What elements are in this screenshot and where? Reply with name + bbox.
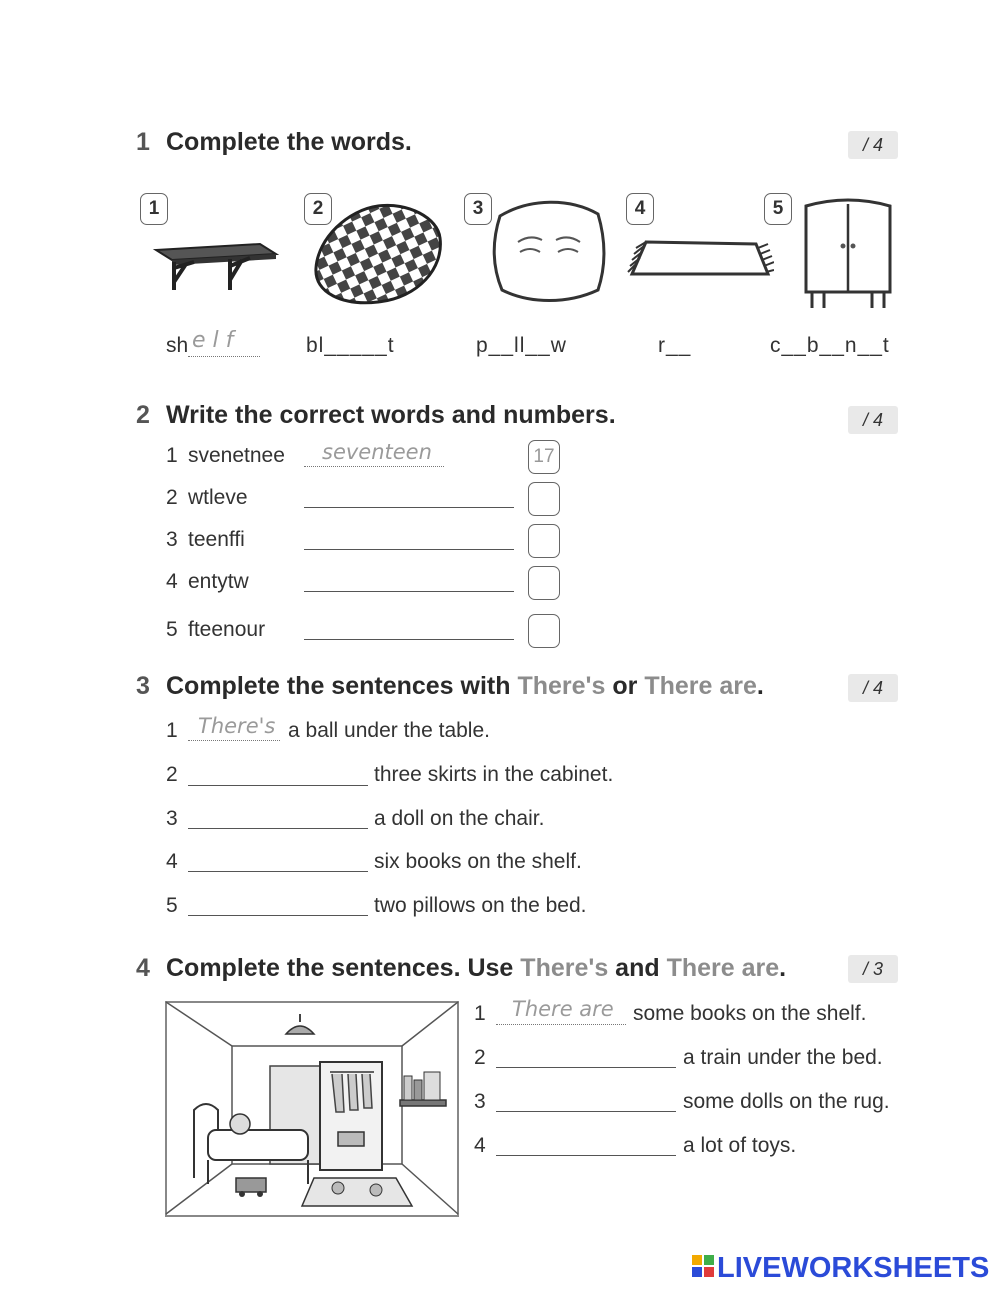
section4-score: / 3 bbox=[848, 955, 898, 983]
s4-row1-line bbox=[496, 1024, 626, 1025]
s3-row4-rest: six books on the shelf. bbox=[374, 850, 582, 873]
s2-row2-number-box[interactable] bbox=[528, 482, 560, 516]
s2-row2-answer-input[interactable] bbox=[306, 484, 511, 506]
s3-row3-answer-input[interactable] bbox=[190, 804, 365, 826]
rug-illustration bbox=[624, 234, 774, 292]
s4-row3-line bbox=[496, 1111, 676, 1112]
section1-number: 1 bbox=[136, 128, 150, 156]
s4-row1-num: 1 bbox=[474, 1002, 486, 1025]
s2-row2-line bbox=[304, 507, 514, 508]
picture-number-1: 1 bbox=[140, 193, 168, 225]
section1-score: / 4 bbox=[848, 131, 898, 159]
section1-title: Complete the words. bbox=[166, 128, 412, 156]
s2-row4-line bbox=[304, 591, 514, 592]
section2-number: 2 bbox=[136, 401, 150, 429]
s4-row4-answer-input[interactable] bbox=[498, 1131, 673, 1153]
picture-number-4: 4 bbox=[626, 193, 654, 225]
blanket-illustration bbox=[308, 198, 450, 308]
s2-row4-word: entytw bbox=[188, 570, 249, 593]
s4-row1-answer: There are bbox=[512, 997, 614, 1021]
s3-row1-answer: There's bbox=[198, 714, 276, 738]
s2-row1-num: 1 bbox=[166, 444, 178, 467]
s2-row5-number-box[interactable] bbox=[528, 614, 560, 648]
s2-row4-answer-input[interactable] bbox=[306, 568, 511, 590]
s2-row1-answer: seventeen bbox=[322, 440, 432, 464]
s2-row1-line bbox=[304, 466, 444, 467]
word1-answer: e l f bbox=[192, 328, 234, 353]
s4-row4-rest: a lot of toys. bbox=[683, 1134, 797, 1157]
shelf-illustration bbox=[150, 232, 280, 294]
section4-number: 4 bbox=[136, 954, 150, 982]
s4-row4-line bbox=[496, 1155, 676, 1156]
s3-row4-line bbox=[188, 871, 368, 872]
section4-title: Complete the sentences. Use There's and There are. bbox=[166, 954, 787, 982]
s3-row5-answer-input[interactable] bbox=[190, 891, 365, 913]
word1-prefix: sh bbox=[166, 334, 189, 357]
s4-row3-rest: some dolls on the rug. bbox=[683, 1090, 890, 1113]
s3-row1-num: 1 bbox=[166, 719, 178, 742]
s2-row1-number-box: 17 bbox=[528, 440, 560, 474]
s3-row1-line bbox=[188, 740, 280, 741]
s3-row5-rest: two pillows on the bed. bbox=[374, 894, 587, 917]
s3-row1-rest: a ball under the table. bbox=[288, 719, 490, 742]
s4-row3-answer-input[interactable] bbox=[498, 1087, 673, 1109]
s3-row2-line bbox=[188, 785, 368, 786]
s2-row3-num: 3 bbox=[166, 528, 178, 551]
s4-row2-num: 2 bbox=[474, 1046, 486, 1069]
s4-row1-rest: some books on the shelf. bbox=[633, 1002, 867, 1025]
section2-score: / 4 bbox=[848, 406, 898, 434]
s2-row4-number-box[interactable] bbox=[528, 566, 560, 600]
bedroom-illustration bbox=[164, 1000, 460, 1218]
s4-row2-answer-input[interactable] bbox=[498, 1043, 673, 1065]
s3-row4-num: 4 bbox=[166, 850, 178, 873]
picture-number-3: 3 bbox=[464, 193, 492, 225]
s2-row3-number-box[interactable] bbox=[528, 524, 560, 558]
s3-row5-line bbox=[188, 915, 368, 916]
s3-row3-line bbox=[188, 828, 368, 829]
word5-pattern[interactable]: c__b__n__t bbox=[770, 334, 890, 357]
s2-row5-answer-input[interactable] bbox=[306, 616, 511, 638]
s4-row4-num: 4 bbox=[474, 1134, 486, 1157]
section3-number: 3 bbox=[136, 672, 150, 700]
word3-pattern[interactable]: p__ll__w bbox=[476, 334, 567, 357]
liveworksheets-logo: LIVEWORKSHEETS bbox=[692, 1252, 989, 1285]
s2-row5-line bbox=[304, 639, 514, 640]
s4-row2-rest: a train under the bed. bbox=[683, 1046, 883, 1069]
section3-score: / 4 bbox=[848, 674, 898, 702]
s3-row3-rest: a doll on the chair. bbox=[374, 807, 545, 830]
s2-row5-num: 5 bbox=[166, 618, 178, 641]
s2-row5-word: fteenour bbox=[188, 618, 266, 641]
s4-row2-line bbox=[496, 1067, 676, 1068]
section3-title: Complete the sentences with There's or There are. bbox=[166, 672, 764, 700]
s2-row3-line bbox=[304, 549, 514, 550]
s3-row4-answer-input[interactable] bbox=[190, 847, 365, 869]
word4-pattern[interactable]: r__ bbox=[658, 334, 692, 357]
s3-row2-answer-input[interactable] bbox=[190, 760, 365, 782]
word1-blank bbox=[188, 356, 260, 357]
word2-pattern[interactable]: bl_____t bbox=[306, 334, 395, 357]
liveworksheets-logo-icon bbox=[692, 1255, 714, 1277]
pillow-illustration bbox=[490, 196, 608, 304]
s3-row2-rest: three skirts in the cabinet. bbox=[374, 763, 614, 786]
s3-row2-num: 2 bbox=[166, 763, 178, 786]
picture-number-5: 5 bbox=[764, 193, 792, 225]
section2-title: Write the correct words and numbers. bbox=[166, 401, 616, 429]
s2-row3-answer-input[interactable] bbox=[306, 526, 511, 548]
s2-row4-num: 4 bbox=[166, 570, 178, 593]
picture-number-2: 2 bbox=[304, 193, 332, 225]
s2-row1-word: svenetnee bbox=[188, 444, 285, 467]
s4-row3-num: 3 bbox=[474, 1090, 486, 1113]
s3-row3-num: 3 bbox=[166, 807, 178, 830]
s2-row2-num: 2 bbox=[166, 486, 178, 509]
s2-row2-word: wtleve bbox=[188, 486, 248, 509]
s3-row5-num: 5 bbox=[166, 894, 178, 917]
cabinet-illustration bbox=[800, 196, 896, 310]
s2-row3-word: teenffi bbox=[188, 528, 245, 551]
